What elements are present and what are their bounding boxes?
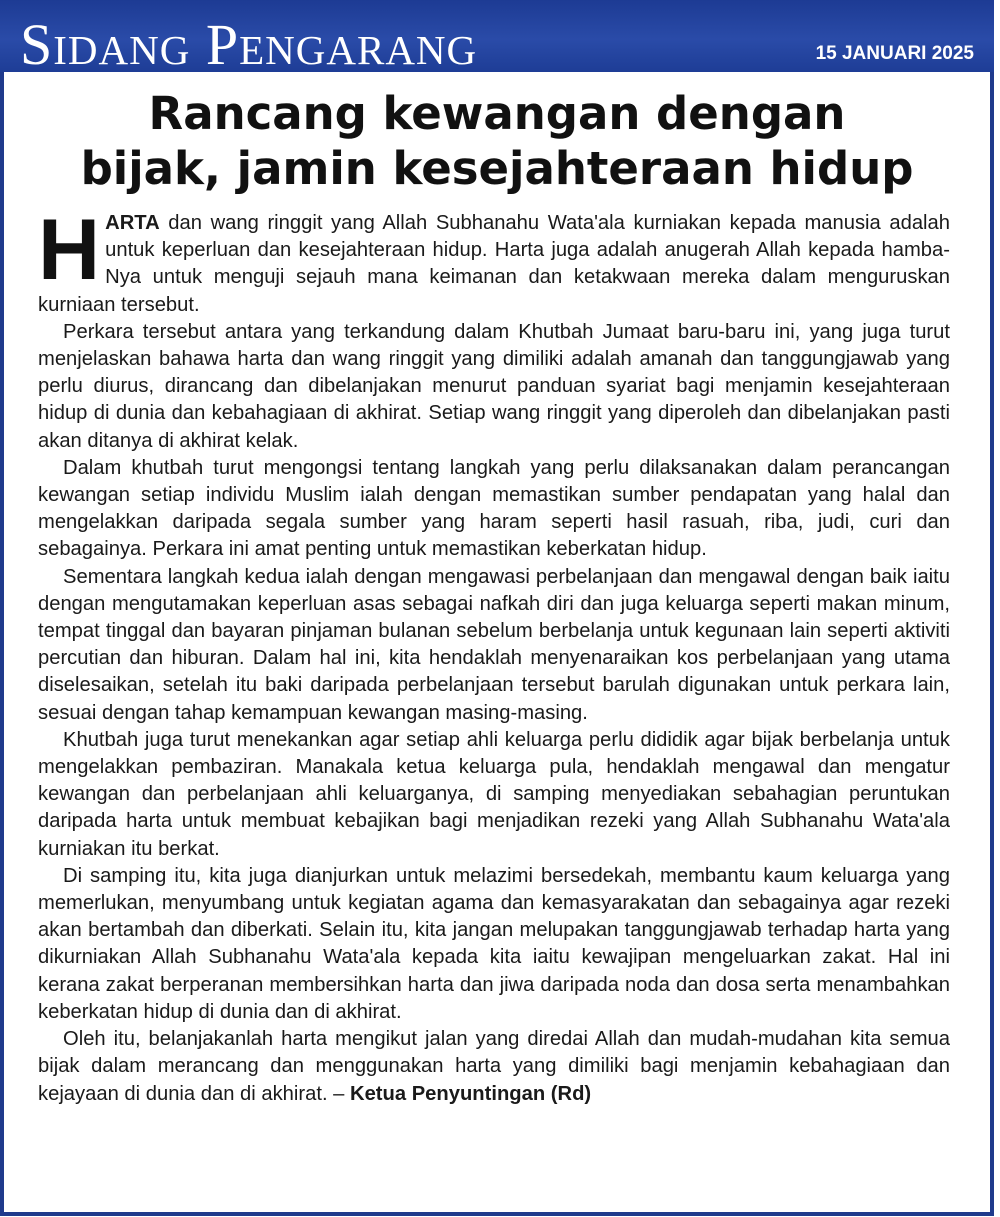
masthead-banner xyxy=(0,0,994,77)
paragraph-1-text: dan wang ringgit yang Allah Subhanahu Wata'ala kurniakan kepada manusia adalah untuk keperluan dan kesejahteraan hidup. Harta juga adalah anugerah Allah kepada hamba-Nya untuk menguji sejauh mana keimanan dan ketakwaan mereka dalam menguruskan kurniaan tersebut. xyxy=(38,212,950,316)
author-signature: Ketua Penyuntingan (Rd) xyxy=(350,1082,592,1105)
publication-date: 15 JANUARI 2025 xyxy=(815,43,974,64)
paragraph-5: Khutbah juga turut menekankan agar setiap ahli keluarga perlu dididik agar bijak berbelanja untuk mengelakkan pembaziran. Manakala ketua keluarga pula, hendaklah mengawal dan mengatur kewangan dan perbelanjaan ahli keluarganya, di samping menyediakan sebahagian peruntukan daripada harta untuk membuat kebajikan bagi menjadikan rezeki yang Allah Subhanahu Wata'ala kurniakan itu berkat. xyxy=(38,728,950,860)
masthead-title: Sidang Pengarang xyxy=(20,12,478,77)
lead-word: ARTA xyxy=(105,212,160,234)
drop-cap: H xyxy=(38,202,101,298)
paragraph-4: Sementara langkah kedua ialah dengan mengawasi perbelanjaan dan mengawal dengan baik iaitu dengan mengutamakan keperluan asas sebagai nafkah diri dan juga keluarga seperti makan minum, tempat tinggal dan bayaran pinjaman bulanan sebelum berbelanja untuk kegunaan lain seperti aktiviti percutian dan hiburan. Dalam hal ini, kita hendaklah menyenaraikan kos perbelanjaan yang utama diselesaikan, setelah itu baki daripada perbelanjaan tersebut barulah digunakan untuk perkara lain, sesuai dengan tahap kemampuan kewangan masing-masing. xyxy=(38,565,950,724)
paragraph-7-text: Oleh itu, belanjakanlah harta mengikut jalan yang diredai Allah dan mudah-mudahan kita semua bijak dalam merancang dan menggunakan harta yang dimiliki bagi menjamin kebahagiaan dan kejayaan di dunia dan di akhirat. – xyxy=(38,1028,950,1105)
paragraph-2: Perkara tersebut antara yang terkandung dalam Khutbah Jumaat baru-baru ini, yang juga turut menjelaskan bahawa harta dan wang ringgit yang dimiliki adalah amanah dan tanggungjawab yang perlu diurus, dirancang dan dibelanjakan menurut panduan syariat bagi menjamin kesejahteraan hidup di dunia dan kebahagiaan di akhirat. Setiap wang ringgit yang diperoleh dan dibelanjakan pasti akan ditanya di akhirat kelak. xyxy=(38,320,950,452)
paragraph-6: Di samping itu, kita juga dianjurkan untuk melazimi bersedekah, membantu kaum keluarga yang memerlukan, menyumbang untuk kegiatan agama dan kemasyarakatan dan sebagainya agar rezeki akan bertambah dan diberkati. Selain itu, kita jangan melupakan tanggungjawab terhadap harta yang dikurniakan Allah Subhanahu Wata'ala kepada kita iaitu kewajipan mengeluarkan zakat. Hal ini kerana zakat berperanan membersihkan harta dan jiwa daripada noda dan dosa serta menambahkan keberkatan hidup di dunia dan di akhirat. xyxy=(38,864,950,1023)
headline-line-1: Rancang kewangan dengan xyxy=(148,87,846,140)
paragraph-7 xyxy=(38,1026,950,1108)
paragraph-3: Dalam khutbah turut mengongsi tentang langkah yang perlu dilaksanakan dalam perancangan kewangan setiap individu Muslim ialah dengan memastikan sumber pendapatan yang halal dan mengelakkan daripada segala sumber yang haram seperti hasil rasuah, riba, judi, curi dan sebagainya. Perkara ini amat penting untuk memastikan keberkatan hidup. xyxy=(38,456,950,561)
article-headline xyxy=(20,86,974,196)
paragraph-1 xyxy=(38,202,950,319)
article-body xyxy=(38,202,950,1108)
headline-line-2: bijak, jamin kesejahteraan hidup xyxy=(80,142,914,195)
